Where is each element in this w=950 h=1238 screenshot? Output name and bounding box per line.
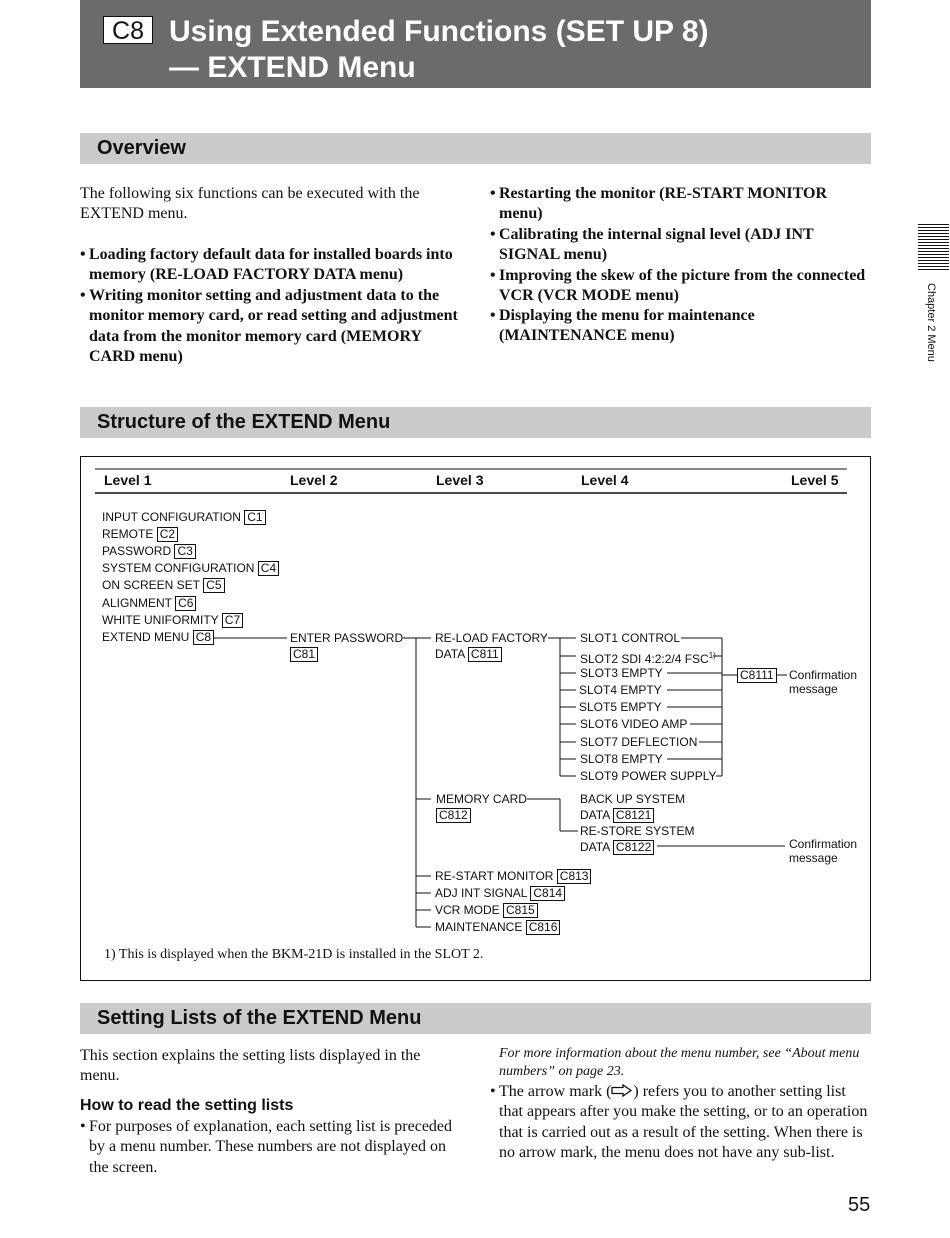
slot-item: SLOT7 DEFLECTION [580, 735, 698, 749]
setting-lists-bullet: • The arrow mark ( ) refers you to another setting list that appears after you make the setting, or to an operation that is carried out as a result of the setting. When there is no arrow mark, the menu does not have any sub-list. [490, 1083, 868, 1161]
level1-item: PASSWORD C3 [102, 543, 196, 559]
level3-item: VCR MODE C815 [435, 902, 538, 918]
level3-item: MEMORY CARD C812 [436, 792, 527, 822]
overview-heading: Overview [97, 137, 186, 159]
level2-item: ENTER PASSWORD C81 [290, 631, 404, 661]
level1-item: WHITE UNIFORMITY C7 [102, 612, 243, 628]
level1-item: SYSTEM CONFIGURATION C4 [102, 560, 279, 576]
level1-item: ALIGNMENT C6 [102, 595, 196, 611]
slot-item: SLOT5 EMPTY [579, 700, 662, 714]
confirmation-message: Confirmation message [789, 668, 858, 696]
level-header: Level 3 [436, 472, 484, 488]
chapter-tab-label: Chapter 2 Menu [925, 283, 937, 362]
level-header: Level 2 [290, 472, 338, 488]
slot-item: SLOT1 CONTROL [580, 631, 681, 645]
overview-bullet: • Displaying the menu for maintenance (MAINTENANCE menu) [490, 307, 755, 345]
slot-item: SLOT4 EMPTY [579, 683, 662, 697]
slot-item: SLOT6 VIDEO AMP [580, 717, 688, 731]
menu-number-note: For more information about the menu number, see “About menu numbers” on page 23. [499, 1046, 860, 1079]
setting-lists-bullet: • For purposes of explanation, each setting list is preceded by a menu number. These numbers are not displayed on the screen. [80, 1118, 453, 1176]
overview-bullet: • Writing monitor setting and adjustment data to the monitor memory card, or read setting and adjustment data from the monitor memory card (MEMORY CARD menu) [80, 287, 458, 365]
level1-item: ON SCREEN SET C5 [102, 577, 225, 593]
setting-lists-subheading: How to read the setting lists [80, 1097, 294, 1114]
level-header: Level 5 [791, 472, 839, 488]
overview-bullet: • Restarting the monitor (RE-START MONITOR menu) [490, 185, 828, 223]
page-number: 55 [848, 1194, 871, 1216]
level1-item: REMOTE C2 [102, 526, 178, 542]
page-title-line2: — EXTEND Menu [169, 51, 416, 84]
arrow-mark-icon [611, 1084, 633, 1097]
level3-item: RE-START MONITOR C813 [435, 868, 591, 884]
slot-item: SLOT9 POWER SUPPLY [580, 769, 717, 783]
level3-item: ADJ INT SIGNAL C814 [435, 885, 565, 901]
level3-item: RE-LOAD FACTORY DATA C811 [435, 631, 548, 661]
section-code-badge: C8 [103, 16, 153, 44]
backup-item: BACK UP SYSTEM DATA C8121 [580, 792, 686, 822]
slot-code: C8111 [737, 667, 777, 683]
page-title-line1: Using Extended Functions (SET UP 8) [169, 15, 709, 48]
slot-item: SLOT8 EMPTY [580, 752, 663, 766]
setting-lists-heading: Setting Lists of the EXTEND Menu [97, 1007, 422, 1029]
overview-bullet: • Loading factory default data for installed boards into memory (RE-LOAD FACTORY DATA menu) [80, 246, 453, 284]
diagram-footnote: 1) This is displayed when the BKM-21D is installed in the SLOT 2. [104, 947, 484, 962]
overview-bullet: • Calibrating the internal signal level (ADJ INT SIGNAL menu) [490, 226, 814, 264]
level3-item: MAINTENANCE C816 [435, 919, 560, 935]
level1-item: EXTEND MENU C8 [102, 629, 214, 645]
structure-heading: Structure of the EXTEND Menu [97, 411, 391, 433]
overview-intro: The following six functions can be executed with the EXTEND menu. [80, 185, 420, 223]
setting-lists-heading-bar [80, 1003, 871, 1034]
level-header: Level 4 [581, 472, 629, 488]
slot-item: SLOT3 EMPTY [580, 666, 663, 680]
level-header: Level 1 [104, 472, 152, 488]
level1-item: INPUT CONFIGURATION C1 [102, 509, 266, 525]
slot-item: SLOT2 SDI 4:2:2/4 FSC$^{1)}$ [580, 651, 716, 666]
setting-lists-intro: This section explains the setting lists displayed in the menu. [80, 1047, 421, 1085]
confirmation-message: Confirmation message [789, 837, 858, 865]
restore-item: RE-STORE SYSTEM DATA C8122 [580, 824, 695, 854]
overview-bullet: • Improving the skew of the picture from the connected VCR (VCR MODE menu) [490, 267, 866, 305]
